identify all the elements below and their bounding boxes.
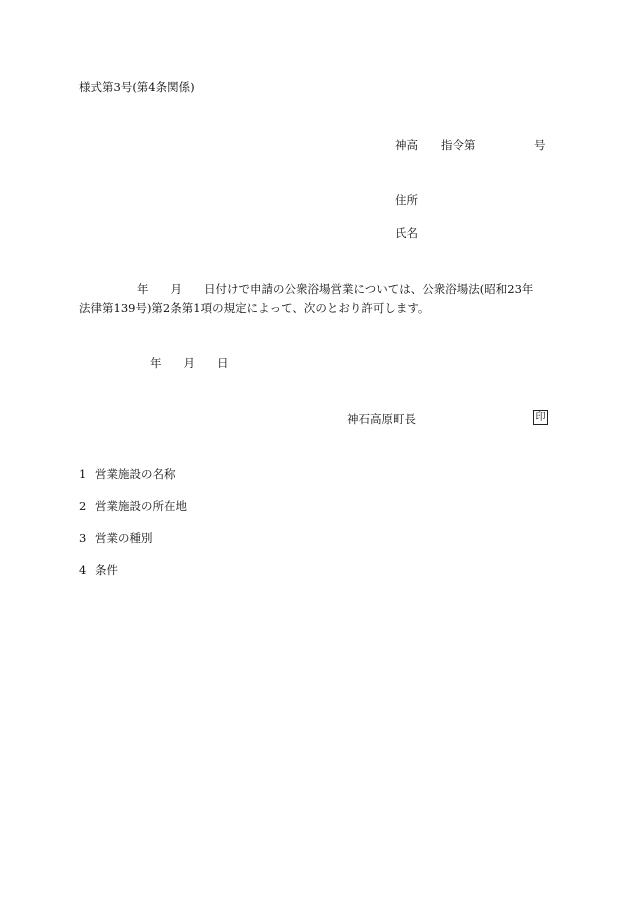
list-item	[79, 467, 176, 481]
body-year: 年	[137, 282, 149, 296]
permit-number-suffix: 号	[534, 138, 546, 152]
name-label: 氏名	[395, 226, 418, 240]
body-line-1-text: 日付けで申請の公衆浴場営業については、公衆浴場法(昭和23年	[204, 282, 534, 296]
body-month: 月	[170, 282, 182, 296]
item-label: 条件	[95, 563, 118, 577]
item-label: 営業の種別	[95, 531, 153, 545]
list-item	[79, 563, 118, 577]
item-number: 4	[79, 563, 87, 577]
item-number: 1	[79, 467, 87, 481]
list-item	[79, 499, 187, 513]
permit-number-prefix: 神高	[395, 138, 418, 152]
seal-mark: 印	[533, 410, 548, 425]
issue-date	[150, 356, 229, 370]
form-label: 様式第3号(第4条関係)	[79, 80, 195, 94]
item-label: 営業施設の所在地	[95, 499, 187, 513]
item-number: 3	[79, 531, 87, 545]
list-item	[79, 531, 153, 545]
issuer-title: 神石高原町長	[347, 412, 416, 426]
address-label: 住所	[395, 193, 418, 207]
issue-year: 年	[150, 356, 162, 370]
issue-day: 日	[217, 356, 229, 370]
body-line-2: 法律第139号)第2条第1項の規定によって、次のとおり許可します。	[79, 301, 430, 315]
issue-month: 月	[183, 356, 195, 370]
item-label: 営業施設の名称	[95, 467, 176, 481]
permit-body	[79, 280, 551, 318]
permit-number-middle: 指令第	[441, 138, 476, 152]
body-line-1	[79, 280, 551, 299]
item-number: 2	[79, 499, 87, 513]
